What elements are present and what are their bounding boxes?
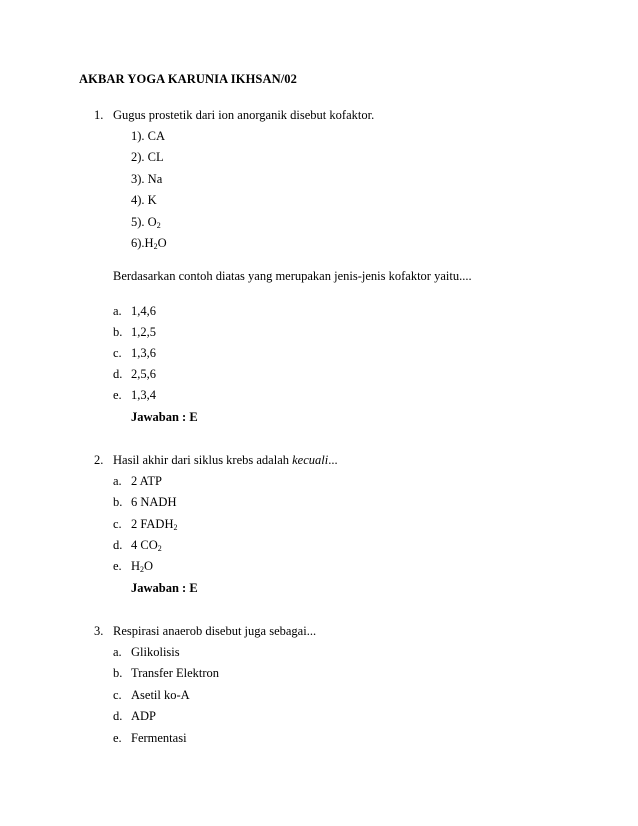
q1-item-1: 1). CA xyxy=(131,129,166,143)
q1-option-a-text: 1,4,6 xyxy=(131,304,156,318)
question-1-answer: Jawaban : E xyxy=(131,410,198,424)
q1-option-a-letter: a. xyxy=(113,304,122,318)
q1-option-b-text: 1,2,5 xyxy=(131,325,156,339)
q2-option-b-letter: b. xyxy=(113,495,123,509)
q1-option-e-text: 1,3,4 xyxy=(131,388,156,402)
question-1-text: Gugus prostetik dari ion anorganik disebut kofaktor. xyxy=(113,108,375,122)
question-2-number: 2. xyxy=(94,453,104,467)
q1-item-3: 3). Na xyxy=(131,172,163,186)
question-3-text: Respirasi anaerob disebut juga sebagai... xyxy=(113,624,317,638)
q2-option-d-letter: d. xyxy=(113,538,123,552)
question-3-number: 3. xyxy=(94,624,104,638)
author-heading: AKBAR YOGA KARUNIA IKHSAN/02 xyxy=(79,72,297,86)
q1-option-c-letter: c. xyxy=(113,346,122,360)
q2-option-c-letter: c. xyxy=(113,517,122,531)
q3-option-d-letter: d. xyxy=(113,709,123,723)
q1-item-2: 2). CL xyxy=(131,150,164,164)
q1-item-6: $6).H_2O$ xyxy=(131,236,167,251)
q1-option-e-letter: e. xyxy=(113,388,122,402)
q3-option-b-text: Transfer Elektron xyxy=(131,666,220,680)
q1-item-5: 5). $O_2$ xyxy=(131,215,161,230)
q2-option-b-text: 6 NADH xyxy=(131,495,177,509)
q3-option-c-text: Asetil ko-A xyxy=(131,688,190,702)
q2-option-c-text: 2 $FADH_2$ xyxy=(131,517,178,532)
q1-option-d-text: 2,5,6 xyxy=(131,367,156,381)
q2-option-e-text: $H_2O$ xyxy=(131,559,154,574)
q1-option-b-letter: b. xyxy=(113,325,123,339)
q3-option-b-letter: b. xyxy=(113,666,123,680)
q2-option-e-letter: e. xyxy=(113,559,122,573)
q3-option-e-text: Fermentasi xyxy=(131,731,187,745)
question-1-stem: Berdasarkan contoh diatas yang merupakan jenis-jenis kofaktor yaitu.... xyxy=(113,269,472,283)
q1-option-c-text: 1,3,6 xyxy=(131,346,156,360)
q3-option-a-letter: a. xyxy=(113,645,122,659)
q3-option-a-text: Glikolisis xyxy=(131,645,180,659)
q1-item-4: 4). K xyxy=(131,193,157,207)
q3-option-c-letter: c. xyxy=(113,688,122,702)
q3-option-d-text: ADP xyxy=(131,709,157,723)
q2-option-d-text: 4 $CO_2$ xyxy=(131,538,162,553)
q2-option-a-letter: a. xyxy=(113,474,122,488)
question-1-number: 1. xyxy=(94,108,104,122)
q1-option-d-letter: d. xyxy=(113,367,123,381)
question-2-answer: Jawaban : E xyxy=(131,581,198,595)
question-2-text: Hasil akhir dari siklus krebs adalah kecuali... xyxy=(113,453,338,467)
q3-option-e-letter: e. xyxy=(113,731,122,745)
q2-option-a-text: 2 ATP xyxy=(131,474,162,488)
